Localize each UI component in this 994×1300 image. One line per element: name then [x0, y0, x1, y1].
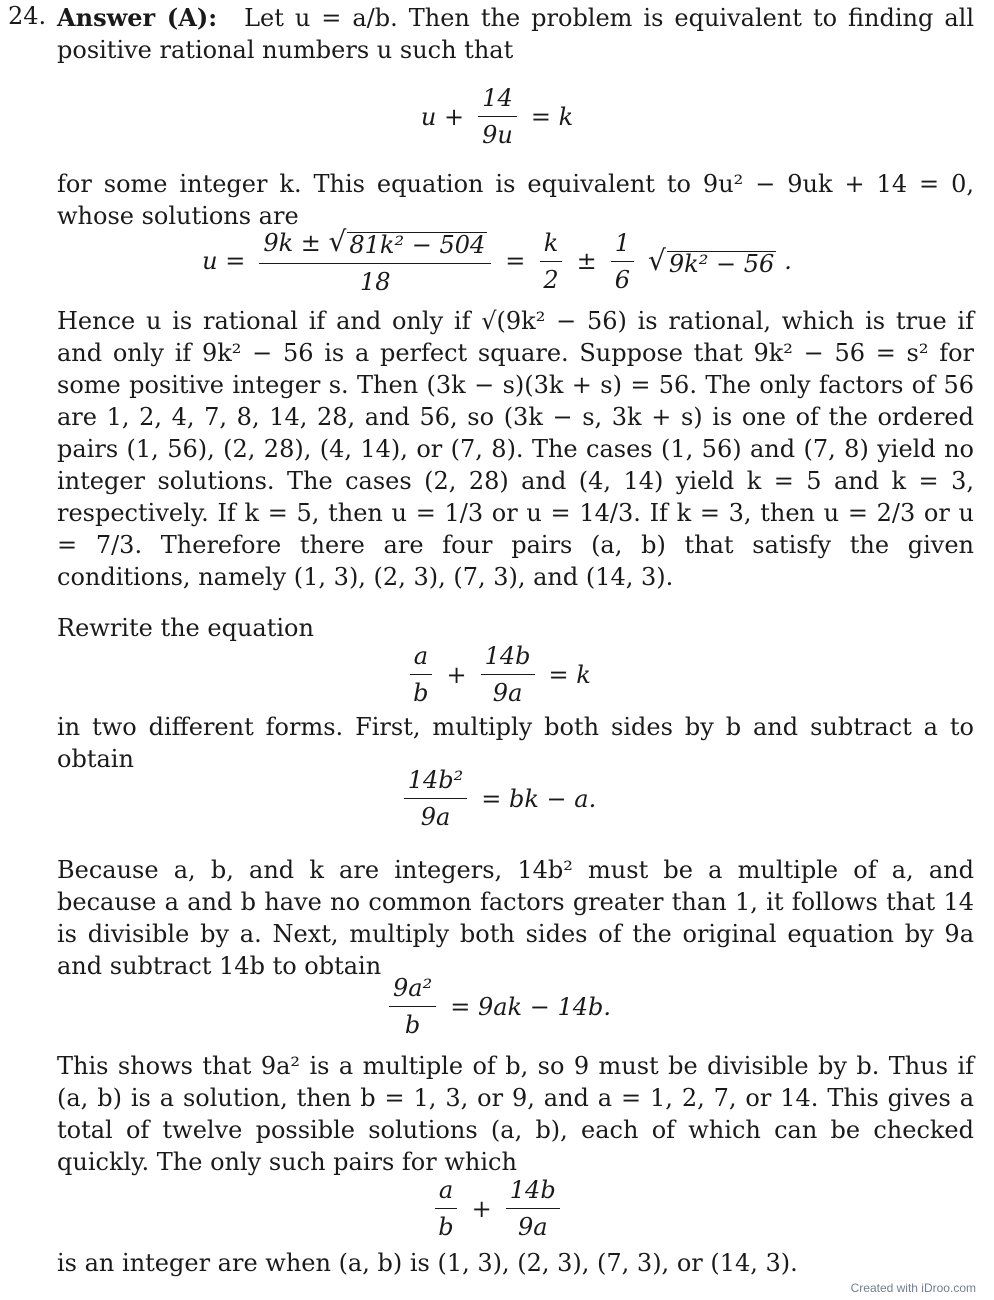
two-forms-paragraph: in two different forms. First, multiply both sides by b and subtract a to obtain: [57, 713, 974, 773]
eq6-a-den: b: [438, 1213, 454, 1241]
equation-quadratic-solution: [0, 225, 994, 296]
intro-text: Let u = a/b. Then the problem is equivalent to finding all positive rational numbers u such that: [57, 4, 974, 64]
eq3-a-num: a: [410, 644, 432, 675]
eq6-plus: +: [471, 1194, 492, 1223]
eq2-num-a: 9k ±: [263, 229, 321, 257]
eq1-lhs: u +: [420, 102, 465, 131]
eq2-k-den: 2: [543, 265, 559, 294]
eq3-fraction: [481, 644, 535, 705]
radical-icon: √: [328, 225, 347, 258]
rationality-paragraph: Hence u is rational if and only if √(9k² − 56) is rational, which is true if and only if 9k² − 56 is a perfect square. Suppose that 9k² − 56 = s² for some positive integer s. Then (3k − s)(3k + s) = 56. The only factors of 56 are 1, 2, 4, 7, 8, 14, 28, and 56, so (3k − s, 3k + s) is one of the ordered pairs (1, 56), (2, 28), (4, 14), or (7, 8). The cases (1, 56) and (7, 8) yield no integer solutions. The cases (2, 28) and (4, 14) yield k = 5 and k = 3, respectively. If k = 5, then u = 1/3 or u = 14/3. If k = 3, then u = 2/3 or u = 7/3. Therefore there are four pairs (a, b) that satisfy the given conditions, namely (1, 3), (2, 3), (7, 3), and (14, 3).: [57, 307, 974, 591]
eq4-fraction: [404, 768, 468, 829]
conclusion-paragraph: This shows that 9a² is a multiple of b, so 9 must be divisible by b. Thus if (a, b) is a solution, then b = 1, 3, or 9, and a = 1, 2, 7, or 14. This gives a total of twelve possible solutions (a, b), each of which can be checked quickly. The only such pairs for which: [57, 1052, 974, 1176]
eq4-num: 14b²: [404, 768, 468, 799]
eq3-a-den: b: [413, 679, 429, 707]
equation-14b2-over-9a: [0, 768, 994, 829]
watermark-credit: Created with iDroo.com: [850, 1281, 976, 1295]
eq2-lhs: u =: [202, 247, 246, 275]
rewrite-paragraph: Rewrite the equation: [57, 614, 314, 642]
eq2-s-num: 1: [611, 231, 634, 262]
eq4-den: 9a: [420, 803, 451, 831]
eq3-num: 14b: [481, 644, 535, 675]
eq1-rhs: = k: [530, 102, 574, 131]
equation-9a2-over-b: [0, 976, 994, 1037]
eq3-den: 9a: [492, 679, 523, 707]
eq2-root2: [648, 243, 776, 278]
eq3-plus: +: [446, 660, 467, 689]
equation-u-plus-fraction: [0, 86, 994, 147]
eq2-tail: .: [784, 247, 792, 275]
eq6-a-fraction: [434, 1178, 457, 1239]
eq5-den: b: [404, 1011, 421, 1039]
problem-number: 24.: [8, 2, 47, 30]
equation-a-over-b: [0, 644, 994, 705]
eq1-fraction: [478, 86, 517, 147]
eq2-k-num: k: [540, 231, 563, 262]
eq6-num: 14b: [506, 1178, 560, 1209]
eq1-numerator: 14: [478, 86, 517, 117]
eq5-fraction: [389, 976, 436, 1037]
eq2-main-numerator: [259, 225, 491, 264]
eq1-denominator: 9u: [482, 121, 513, 149]
answer-label: Answer (A):: [57, 3, 218, 32]
eq4-rhs: = bk − a.: [481, 784, 597, 813]
eq2-root: [328, 225, 488, 259]
eq5-num: 9a²: [389, 976, 436, 1007]
eq2-s-den: 6: [614, 265, 631, 294]
eq3-a-fraction: [409, 644, 432, 705]
radical-icon: √: [648, 243, 666, 277]
eq2-radicand2: 9k² − 56: [668, 249, 775, 278]
intro-paragraph: [57, 2, 974, 66]
eq5-rhs: = 9ak − 14b.: [450, 992, 611, 1021]
eq2-radicand: 81k² − 504: [349, 231, 486, 259]
eq2-main-fraction: [259, 225, 491, 296]
equation-final-sum: [0, 1178, 994, 1239]
quadratic-paragraph: for some integer k. This equation is equivalent to 9u² − 9uk + 14 = 0, whose solutions are: [57, 170, 974, 230]
eq6-fraction: [506, 1178, 560, 1239]
final-paragraph: is an integer are when (a, b) is (1, 3), (2, 3), (7, 3), or (14, 3).: [57, 1249, 798, 1277]
eq2-pm: ±: [576, 247, 597, 275]
eq2-sixth-fraction: [611, 228, 634, 294]
eq6-den: 9a: [517, 1213, 548, 1241]
eq2-equals: =: [505, 247, 526, 275]
divisibility-paragraph: Because a, b, and k are integers, 14b² must be a multiple of a, and because a and b have no common factors greater than 1, it follows that 14 is divisible by a. Next, multiply both sides of the original equation by 9a and subtract 14b to obtain: [57, 856, 974, 980]
eq3-rhs: = k: [548, 660, 591, 689]
eq6-a-num: a: [435, 1178, 457, 1209]
eq2-k-fraction: [539, 228, 562, 294]
eq2-main-denominator: 18: [360, 268, 391, 296]
